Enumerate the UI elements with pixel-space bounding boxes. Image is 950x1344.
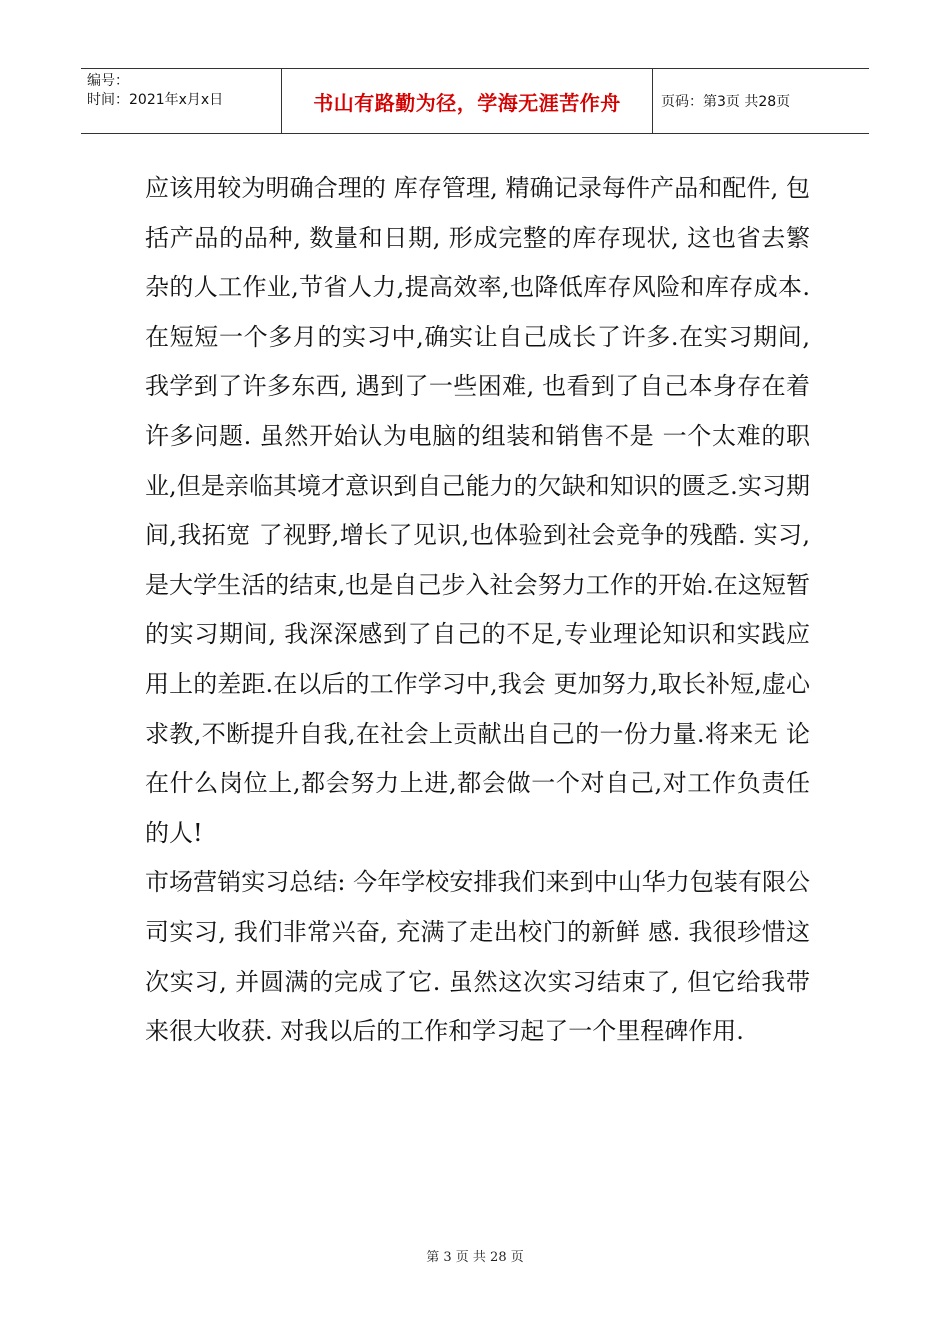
body-paragraph: 市场营销实习总结: 今年学校安排我们来到中山华力包装有限公司实习, 我们非常兴奋, 充满了走出校门的新鲜 感. 我很珍惜这次实习, 并圆满的完成了它. 虽然这次实习结束了, 但它给我带来很大收获. 对我以后的工作和学习起了一个里程碑作用. — [145, 868, 810, 1046]
page-header — [81, 68, 869, 134]
header-motto: 书山有路勤为径，学海无涯苦作舟 — [313, 90, 621, 115]
header-page-cell — [653, 69, 869, 133]
document-number-label: 编号： — [87, 73, 129, 89]
footer-page-number: 第 3 页 共 28 页 — [426, 1250, 524, 1265]
document-body — [145, 164, 810, 1057]
document-date: 时间：2021年x月x日 — [87, 92, 224, 108]
body-paragraph: 应该用较为明确合理的 库存管理, 精确记录每件产品和配件, 包括产品的品种, 数量和日期, 形成完整的库存现状, 这也省去繁杂的人工作业,节省人力,提高效率,也降低库存风险和库存成本. 在短短一个多月的实习中,确实让自己成长了许多.在实习期间,我学到了许多东西, 遇到了一些困难, 也看到了自己本身存在着许多问题. 虽然开始认为电脑的组装和销售不是 一个太难的职业,但是亲临其境才意识到自己能力的欠缺和知识的匮乏.实习期间,我拓宽 了视野,增长了见识,也体验到社会竞争的残酷. 实习,是大学生活的结束,也是自己步入社会努力工作的开始.在这短暂的实习期间, 我深深感到了自己的不足,专业理论知识和实践应用上的差距.在以后的工作学习中,我会 更加努力,取长补短,虚心求教,不断提升自我,在社会上贡献出自己的一份力量.将来无 论在什么岗位上,都会努力上进,都会做一个对自己,对工作负责任的人! — [145, 174, 810, 847]
page-footer — [0, 1246, 950, 1265]
header-motto-cell — [282, 69, 653, 133]
header-meta-cell — [81, 69, 282, 133]
header-page-info: 页码：第3页 共28页 — [661, 94, 791, 110]
